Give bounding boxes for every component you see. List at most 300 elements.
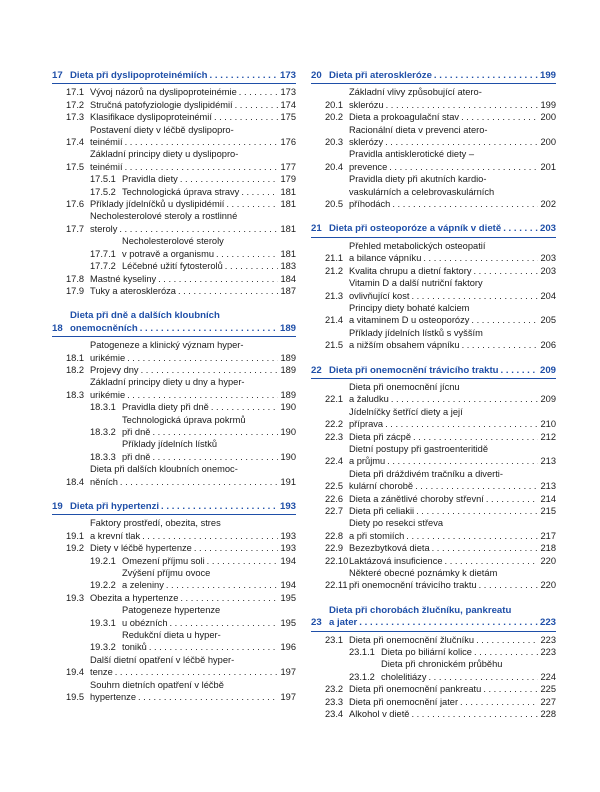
entry-title-line: při dně: [122, 426, 151, 437]
entry-page-number: 173: [280, 87, 296, 98]
entry-title-line: Omezení příjmu soli: [122, 555, 205, 566]
entry-line: [90, 273, 296, 285]
chapter-title: [329, 223, 556, 235]
entry-title-line: cholelitiázy: [381, 671, 427, 682]
section-title: [90, 679, 296, 704]
toc-section[interactable]: [311, 683, 556, 695]
section-title: [122, 401, 296, 413]
entry-title-line: vaskulárních a celebrovaskulárních: [349, 186, 495, 197]
dot-leader: [239, 86, 279, 98]
toc-section[interactable]: [311, 634, 556, 646]
entry-title-line: prevence: [349, 161, 388, 172]
entry-title-line: Laktázová insuficience: [349, 555, 443, 566]
dot-leader: [461, 111, 538, 123]
section-number: 20.4: [325, 161, 344, 172]
entry-title-line: steroly: [90, 223, 118, 234]
toc-section[interactable]: [52, 376, 296, 401]
toc-section[interactable]: [311, 443, 556, 468]
section-number: 19.3: [66, 592, 85, 603]
entry-page-number: 209: [540, 394, 556, 405]
entry-page-number: 187: [280, 285, 296, 296]
chapter-heading[interactable]: [52, 501, 296, 515]
entry-page-number: 200: [540, 112, 556, 123]
section-title: [349, 493, 556, 505]
toc-subsection[interactable]: [52, 604, 296, 629]
toc-section[interactable]: [311, 86, 556, 111]
section-number: 21.5: [325, 340, 344, 351]
entry-title-line: teinémií: [90, 137, 123, 148]
toc-section[interactable]: [52, 679, 296, 704]
entry-title-line: Příklady jídelníčků u dyslipidémií: [90, 199, 225, 210]
entry-title-line: Dieta při onemocnění žlučníku: [349, 634, 475, 645]
section-number: 20.1: [325, 99, 344, 110]
section-number: 23.4: [325, 709, 344, 720]
section-number: 17.2: [66, 99, 85, 110]
chapter-heading[interactable]: [311, 365, 556, 379]
chapter-title: [329, 365, 556, 377]
toc-subsection[interactable]: [52, 173, 296, 185]
toc-section[interactable]: [311, 567, 556, 592]
chapter-number: 21: [311, 223, 322, 235]
entry-line: [329, 617, 556, 629]
section-title: [122, 414, 296, 439]
entry-line: [381, 646, 556, 658]
chapter-page-number: 203: [539, 223, 556, 235]
entry-line: [349, 634, 556, 646]
section-number: 17.5.1: [90, 174, 116, 185]
entry-line: [70, 310, 296, 322]
entry-title-line: Necholesterolové steroly: [122, 236, 224, 247]
entry-line: [90, 198, 296, 210]
entry-line: [90, 210, 296, 222]
section-title: [349, 173, 556, 210]
section-number: 23.1.1: [349, 647, 375, 658]
entry-title-line: Faktory prostředí, obezita, stres: [90, 518, 221, 529]
toc-section[interactable]: [52, 273, 296, 285]
section-title: [90, 124, 296, 149]
section-number: 19.2: [66, 543, 85, 554]
entry-title-line: Alkohol v dietě: [349, 709, 410, 720]
entry-line: [381, 658, 556, 670]
section-title: [90, 285, 296, 297]
chapter-heading[interactable]: [311, 605, 556, 632]
toc-section[interactable]: [52, 339, 296, 364]
toc-subsection[interactable]: [52, 401, 296, 413]
toc-subsection[interactable]: [52, 186, 296, 198]
dot-leader: [141, 364, 279, 376]
entry-line: [349, 148, 556, 160]
dot-leader: [161, 501, 278, 513]
dot-leader: [226, 198, 278, 210]
entry-line: [90, 376, 296, 388]
chapter-title-line: Dieta při osteoporóze a vápník v dietě: [329, 223, 502, 235]
toc-subsection[interactable]: [311, 658, 556, 683]
entry-title-line: příhodách: [349, 199, 391, 210]
section-number: 17.5.2: [90, 186, 116, 197]
toc-chapter: [311, 70, 556, 210]
entry-page-number: 213: [540, 456, 556, 467]
dot-leader: [474, 646, 539, 658]
section-number: 17.6: [66, 199, 85, 210]
entry-title-line: Dieta po biliární kolice: [381, 647, 472, 658]
entry-line: [349, 302, 556, 314]
entry-line: [122, 438, 296, 450]
toc-section[interactable]: [311, 542, 556, 554]
dot-leader: [119, 223, 278, 235]
entry-page-number: 201: [540, 161, 556, 172]
entry-title-line: Léčebné užití fytosterolů: [122, 261, 223, 272]
entry-page-number: 194: [280, 555, 296, 566]
entry-line: [349, 198, 556, 210]
dot-leader: [483, 683, 538, 695]
toc-section[interactable]: [52, 364, 296, 376]
toc-subsection[interactable]: [52, 414, 296, 439]
entry-page-number: 177: [280, 161, 296, 172]
chapter-title-line: Dieta při dně a dalších kloubních: [70, 310, 220, 322]
toc-section[interactable]: [311, 173, 556, 210]
section-number: 18.3: [66, 389, 85, 400]
chapter-number: 20: [311, 70, 322, 81]
entry-line: [349, 252, 556, 264]
toc-section[interactable]: [311, 406, 556, 431]
dot-leader: [501, 365, 538, 377]
section-title: [349, 683, 556, 695]
entry-line: [122, 414, 296, 426]
entry-title-line: Redukční dieta u hyper-: [122, 630, 221, 641]
entry-line: [122, 173, 296, 185]
entry-page-number: 199: [540, 99, 556, 110]
entry-title-line: Diety v léčbě hypertenze: [90, 543, 192, 554]
section-number: 19.4: [66, 667, 85, 678]
toc-chapter: [52, 310, 296, 488]
dot-leader: [385, 136, 538, 148]
entry-title-line: Pravidla antisklerotické diety –: [349, 149, 475, 160]
toc-section[interactable]: [311, 111, 556, 123]
section-number: 21.1: [325, 253, 344, 264]
toc-section[interactable]: [311, 327, 556, 352]
section-title: [349, 381, 556, 406]
toc-chapter: [311, 223, 556, 351]
chapter-page-number: 223: [539, 617, 556, 629]
dot-leader: [127, 352, 278, 364]
entry-page-number: 210: [540, 419, 556, 430]
toc-section[interactable]: [52, 654, 296, 679]
dot-leader: [359, 617, 538, 629]
entry-page-number: 225: [540, 684, 556, 695]
entry-title-line: Bezezbytková dieta: [349, 543, 430, 554]
entry-title-line: Technologická úprava pokrmů: [122, 414, 246, 425]
toc-section[interactable]: [311, 468, 556, 493]
dot-leader: [180, 592, 278, 604]
dot-leader: [152, 451, 278, 463]
entry-line: [329, 223, 556, 235]
section-number: 18.1: [66, 352, 85, 363]
entry-title-line: Necholesterolové steroly a rostlinné: [90, 211, 238, 222]
section-number: 23.1: [325, 634, 344, 645]
entry-line: [122, 567, 296, 579]
entry-title-line: Projevy dny: [90, 364, 139, 375]
dot-leader: [411, 290, 538, 302]
toc-section[interactable]: [52, 463, 296, 488]
entry-title-line: Mastné kyseliny: [90, 273, 157, 284]
dot-leader: [503, 223, 538, 235]
entry-title-line: Příklady jídelních lístků s vyšším: [349, 327, 483, 338]
chapter-page-number: 193: [279, 501, 296, 512]
section-number: 17.5: [66, 161, 85, 172]
section-title: [349, 468, 556, 493]
entry-page-number: 215: [540, 506, 556, 516]
toc-section[interactable]: [52, 99, 296, 111]
section-title: [349, 124, 556, 149]
entry-line: [122, 248, 296, 260]
chapter-number: 19: [52, 501, 63, 512]
entry-line: [349, 696, 556, 708]
toc-subsection[interactable]: [52, 555, 296, 567]
toc-section[interactable]: [311, 277, 556, 302]
toc-section[interactable]: [311, 708, 556, 720]
section-number: 22.9: [325, 543, 344, 554]
entry-line: [122, 579, 296, 591]
entry-title-line: toniků: [122, 642, 147, 653]
toc-subsection[interactable]: [52, 235, 296, 260]
dot-leader: [142, 530, 278, 542]
entry-title-line: a průjmu: [349, 456, 386, 467]
entry-title-line: Dieta při onemocnění pankreatu: [349, 684, 482, 695]
dot-leader: [445, 555, 539, 567]
entry-line: [349, 136, 556, 148]
entry-line: [349, 111, 556, 123]
section-title: [90, 111, 296, 123]
entry-page-number: 175: [280, 112, 296, 123]
toc-section[interactable]: [311, 493, 556, 505]
chapter-heading[interactable]: [311, 70, 556, 84]
entry-page-number: 191: [280, 476, 296, 487]
entry-line: [122, 641, 296, 653]
entry-page-number: 205: [540, 315, 556, 326]
entry-title-line: tenze: [90, 667, 113, 678]
entry-title-line: a při stomiích: [349, 530, 405, 541]
toc-subsection[interactable]: [311, 646, 556, 658]
section-number: 22.4: [325, 456, 344, 467]
dot-leader: [471, 314, 538, 326]
toc-section[interactable]: [311, 381, 556, 406]
section-title: [349, 240, 556, 265]
toc-section[interactable]: [52, 285, 296, 297]
entry-line: [349, 124, 556, 136]
entry-line: [349, 431, 556, 443]
section-title: [122, 604, 296, 629]
toc-section[interactable]: [52, 210, 296, 235]
dot-leader: [152, 426, 278, 438]
entry-line: [349, 393, 556, 405]
section-title: [122, 186, 296, 198]
section-number: 21.4: [325, 315, 344, 326]
entry-page-number: 190: [280, 451, 296, 462]
toc-section[interactable]: [311, 302, 556, 327]
entry-line: [349, 505, 556, 517]
chapter-title-line: Dieta při chorobách žlučníku, pankreatu: [329, 604, 512, 616]
chapter-number: 22: [311, 364, 322, 376]
section-title: [349, 505, 556, 517]
dot-leader: [406, 530, 538, 542]
chapter-heading[interactable]: [52, 70, 296, 84]
entry-title-line: Souhrn dietních opatření v léčbě: [90, 679, 224, 690]
entry-line: [329, 70, 556, 82]
entry-page-number: 174: [280, 99, 296, 110]
entry-line: [349, 186, 556, 198]
toc-section[interactable]: [311, 517, 556, 542]
entry-line: [349, 381, 556, 393]
toc-section[interactable]: [52, 111, 296, 123]
section-number: 22.8: [325, 530, 344, 541]
entry-line: [349, 530, 556, 542]
section-number: 20.2: [325, 112, 344, 123]
section-title: [90, 210, 296, 235]
entry-title-line: Dieta při onemocnění jater: [349, 696, 459, 707]
entry-title-line: Dieta při dráždivém tračníku a diverti-: [349, 468, 503, 479]
entry-title-line: Dietní postupy při gastroenteritidě: [349, 443, 489, 454]
section-number: 17.8: [66, 273, 85, 284]
entry-title-line: Diety po resekci střeva: [349, 518, 444, 529]
entry-line: [349, 173, 556, 185]
toc-section[interactable]: [52, 517, 296, 542]
entry-page-number: 197: [280, 667, 296, 678]
entry-title-line: Patogeneze hypertenze: [122, 605, 221, 616]
section-number: 18.3.3: [90, 451, 116, 462]
toc-chapter: [52, 70, 296, 297]
entry-title-line: Pravidla diety při dně: [122, 402, 209, 413]
entry-page-number: 181: [280, 248, 296, 259]
entry-page-number: 212: [540, 431, 556, 442]
toc-section[interactable]: [311, 124, 556, 149]
section-number: 23.3: [325, 696, 344, 707]
toc-subsection[interactable]: [52, 567, 296, 592]
toc-section[interactable]: [311, 555, 556, 567]
dot-leader: [115, 666, 279, 678]
toc-section[interactable]: [311, 240, 556, 265]
toc-section[interactable]: [52, 86, 296, 98]
toc-section[interactable]: [52, 124, 296, 149]
toc-section[interactable]: [52, 148, 296, 173]
dot-leader: [149, 641, 279, 653]
section-title: [122, 555, 296, 567]
section-title: [349, 517, 556, 542]
entry-title-line: a krevní tlak: [90, 530, 141, 541]
entry-line: [90, 223, 296, 235]
chapter-title-line: onemocněních: [70, 322, 138, 334]
entry-line: [90, 542, 296, 554]
entry-title-line: při onemocnění trávicího traktu: [349, 580, 477, 591]
dot-leader: [166, 579, 279, 591]
toc-section[interactable]: [52, 592, 296, 604]
entry-title-line: Vitamin D a další nutriční faktory: [349, 278, 483, 289]
section-number: 18.4: [66, 476, 85, 487]
toc-chapter: [52, 501, 296, 704]
entry-line: [122, 401, 296, 413]
entry-line: [349, 517, 556, 529]
chapter-heading[interactable]: [52, 310, 296, 337]
entry-page-number: 183: [280, 261, 296, 272]
dot-leader: [391, 393, 539, 405]
dot-leader: [432, 542, 539, 554]
entry-page-number: 181: [280, 199, 296, 210]
entry-line: [349, 542, 556, 554]
chapter-heading[interactable]: [311, 223, 556, 237]
entry-title-line: Kvalita chrupu a dietní faktory: [349, 265, 472, 276]
entry-title-line: a vitaminem D u osteoporózy: [349, 315, 470, 326]
entry-page-number: 195: [280, 617, 296, 628]
entry-title-line: sklerózu: [349, 99, 384, 110]
entry-title-line: Příklady jídelních lístků: [122, 439, 218, 450]
dot-leader: [434, 70, 538, 82]
toc-section[interactable]: [311, 696, 556, 708]
entry-line: [349, 468, 556, 480]
entry-page-number: 220: [540, 580, 556, 591]
entry-line: [90, 679, 296, 691]
section-title: [90, 86, 296, 98]
entry-title-line: Principy diety bohaté kalciem: [349, 302, 470, 313]
entry-page-number: 223: [540, 647, 556, 658]
chapter-number: 23: [311, 617, 322, 629]
toc-section[interactable]: [52, 542, 296, 554]
dot-leader: [170, 617, 279, 629]
section-number: 23.2: [325, 684, 344, 695]
entry-line: [349, 314, 556, 326]
entry-page-number: 206: [540, 340, 556, 351]
entry-page-number: 184: [280, 273, 296, 284]
section-title: [349, 431, 556, 443]
entry-line: [349, 290, 556, 302]
toc-subsection[interactable]: [52, 438, 296, 463]
section-title: [90, 376, 296, 401]
toc-section[interactable]: [311, 265, 556, 277]
entry-title-line: Základní principy diety u dyslipopro-: [90, 149, 239, 160]
entry-line: [90, 148, 296, 160]
entry-page-number: 195: [280, 592, 296, 603]
toc-section[interactable]: [52, 198, 296, 210]
chapter-page-number: 199: [539, 70, 556, 81]
entry-page-number: 227: [540, 696, 556, 707]
chapter-number: 17: [52, 70, 63, 81]
dot-leader: [387, 455, 538, 467]
section-title: [349, 567, 556, 592]
entry-line: [70, 70, 296, 82]
toc-subsection[interactable]: [52, 260, 296, 272]
toc-section[interactable]: [311, 431, 556, 443]
dot-leader: [423, 252, 538, 264]
entry-line: [90, 352, 296, 364]
entry-title-line: Pravidla diety při akutních kardio-: [349, 174, 487, 185]
section-title: [90, 364, 296, 376]
entry-title-line: Racionální dieta v prevenci atero-: [349, 124, 488, 135]
section-title: [122, 629, 296, 654]
dot-leader: [392, 198, 538, 210]
section-number: 18.2: [66, 364, 85, 375]
toc-subsection[interactable]: [52, 629, 296, 654]
entry-title-line: v potravě a organismu: [122, 248, 214, 259]
dot-leader: [389, 161, 538, 173]
entry-title-line: Dieta při onemocnění jícnu: [349, 381, 460, 392]
section-number: 19.2.2: [90, 580, 116, 591]
entry-line: [329, 365, 556, 377]
entry-line: [349, 339, 556, 351]
entry-page-number: 220: [540, 555, 556, 566]
toc-section[interactable]: [311, 148, 556, 173]
entry-title-line: Vývoj názorů na dyslipoproteinémie: [90, 87, 237, 98]
entry-title-line: při dně: [122, 451, 151, 462]
toc-section[interactable]: [311, 505, 556, 517]
chapter-title: [329, 70, 556, 82]
